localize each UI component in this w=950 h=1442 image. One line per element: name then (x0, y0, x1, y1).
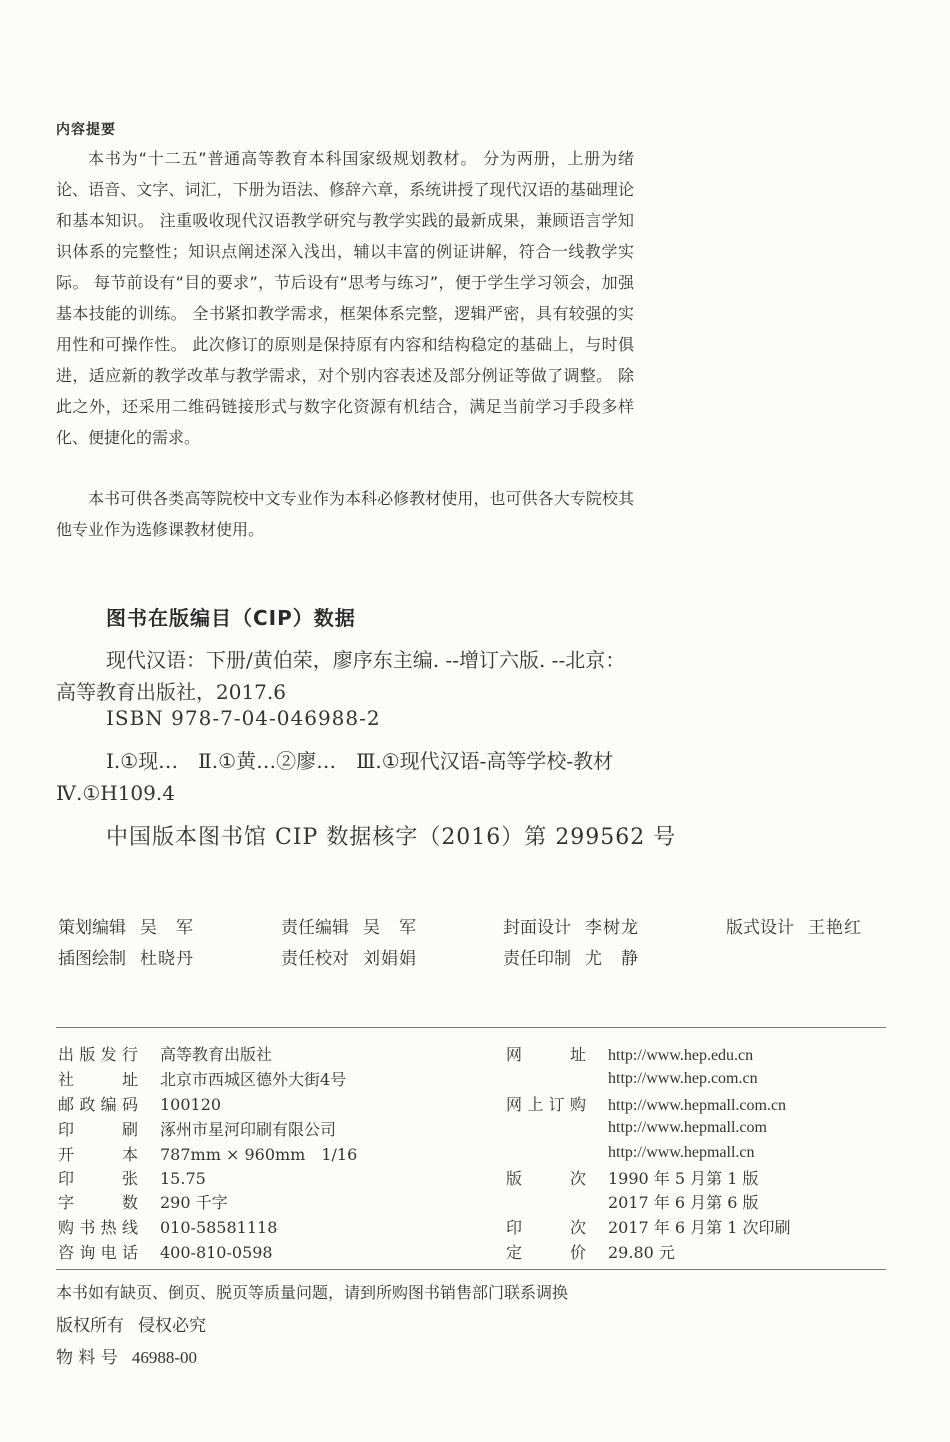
pub-label: 字 数 (58, 1193, 138, 1212)
pub-left-row (58, 1042, 272, 1065)
credit-label: 责任编辑 (281, 918, 349, 938)
pub-right-row (506, 1042, 753, 1065)
pub-right-row (506, 1142, 755, 1162)
cip-main-entry: 现代汉语：下册/黄伯荣，廖序东主编. --增订六版. --北京：高等教育出版社，2017.6 (56, 648, 626, 704)
credit-label: 封面设计 (503, 918, 571, 938)
credit-printing-manager (503, 944, 639, 969)
cip-classification: Ⅰ.①现… Ⅱ.①黄…②廖… Ⅲ.①现代汉语-高等学校-教材 Ⅳ.①H109.4 (56, 749, 634, 805)
pub-label: 购书热线 (58, 1218, 138, 1237)
pub-label: 定 价 (506, 1243, 586, 1262)
pub-right-row (506, 1166, 759, 1189)
summary-paragraph-2: 本书可供各类高等院校中文专业作为本科必修教材使用，也可供各大专院校其他专业作为选修课教材使用。 (56, 489, 634, 539)
material-number (56, 1343, 197, 1368)
credit-illustration (58, 944, 194, 969)
material-value: 46988-00 (131, 1348, 197, 1367)
pub-right-row (506, 1092, 786, 1115)
pub-value: 787mm × 960mm 1/16 (160, 1145, 358, 1164)
pub-value: 1990 年 5 月第 1 版 (608, 1169, 759, 1188)
pub-right-row (506, 1117, 767, 1137)
pub-value: 29.80 元 (608, 1243, 675, 1262)
summary-paragraph-1: 本书为“十二五”普通高等教育本科国家级规划教材。 分为两册，上册为绪论、语音、文字、词汇，下册为语法、修辞六章，系统讲授了现代汉语的基础理论和基本知识。 注重吸收现代汉语教学研究与教学实践的最新成果，兼顾语言学知识体系的完整性；知识点阐述深入浅出，辅以丰富的例证讲解，符合一线教学实际。 每节前设有“目的要求”，节后设有“思考与练习”，便于学生学习领会，加强基本技能的训练。 全书紧扣教学需求，框架体系完整，逻辑严密，具有较强的实用性和可操作性。 此次修订的原则是保持原有内容和结构稳定的基础上，与时俱进，适应新的教学改革与教学需求，对个别内容表述及部分例证等做了调整。 除此之外，还采用二维码链接形式与数字化资源有机结合，满足当前学习手段多样化、便捷化的需求。 (56, 149, 634, 447)
quality-notice: 本书如有缺页、倒页、脱页等质量问题，请到所购图书销售部门联系调换 (56, 1283, 569, 1302)
pub-value: 010-58581118 (160, 1218, 278, 1237)
pub-value: 2017 年 6 月第 1 次印刷 (608, 1218, 791, 1237)
pub-value: 290 千字 (160, 1193, 228, 1212)
credit-label: 版式设计 (726, 918, 794, 938)
pub-label: 社 址 (58, 1070, 138, 1089)
pub-left-row (58, 1067, 346, 1090)
credit-value: 尤 静 (585, 949, 639, 969)
credit-value: 吴 军 (140, 918, 194, 938)
order-link[interactable]: http://www.hepmall.com.cn (608, 1097, 787, 1114)
pub-left-row (58, 1092, 221, 1115)
cip-isbn: ISBN 978-7-04-046988-2 (106, 706, 381, 730)
pub-label: 印 张 (58, 1169, 138, 1188)
pub-label: 印 次 (506, 1218, 586, 1237)
pub-right-row (506, 1190, 759, 1213)
order-link[interactable]: http://www.hepmall.com (608, 1119, 767, 1136)
pub-right-row (506, 1215, 791, 1238)
credit-layout-design (726, 913, 862, 938)
pub-label: 开 本 (58, 1145, 138, 1164)
pub-label: 咨询电话 (58, 1243, 138, 1262)
pub-label: 出版发行 (58, 1045, 138, 1064)
pub-left-row (58, 1117, 336, 1140)
credit-proofreading (281, 944, 417, 969)
pub-label: 版 次 (506, 1169, 586, 1188)
pub-label: 网上订购 (506, 1095, 586, 1114)
order-link[interactable]: http://www.hepmall.cn (608, 1144, 755, 1161)
credit-value: 杜晓丹 (140, 949, 194, 969)
pub-left-row (58, 1166, 206, 1189)
website-link[interactable]: http://www.hep.edu.cn (608, 1047, 754, 1064)
credit-value: 吴 军 (363, 918, 417, 938)
credit-label: 插图绘制 (58, 949, 126, 969)
pub-label: 印 刷 (58, 1120, 138, 1139)
pub-label: 邮政编码 (58, 1095, 138, 1114)
pub-value: 400-810-0598 (160, 1243, 273, 1262)
pub-value: 北京市西城区德外大街4号 (160, 1070, 347, 1089)
credit-label: 责任校对 (281, 949, 349, 969)
divider-bottom (56, 1269, 886, 1270)
rights-label: 版权所有 (56, 1316, 124, 1336)
pub-left-row (58, 1142, 357, 1165)
rights-value: 侵权必究 (138, 1316, 206, 1336)
material-label: 物 料 号 (56, 1348, 118, 1368)
pub-right-row (506, 1240, 675, 1263)
pub-label: 网 址 (506, 1045, 586, 1064)
website-link[interactable]: http://www.hep.com.cn (608, 1070, 758, 1087)
pub-left-row (58, 1190, 228, 1213)
summary-heading: 内容提要 (56, 122, 116, 138)
credit-responsible-editor (281, 913, 417, 938)
credit-cover-design (503, 913, 639, 938)
pub-left-row (58, 1240, 273, 1263)
cip-check-number: 中国版本图书馆 CIP 数据核字（2016）第 299562 号 (106, 825, 677, 850)
credit-value: 刘娟娟 (363, 949, 417, 969)
credit-label: 责任印制 (503, 949, 571, 969)
pub-left-row (58, 1215, 277, 1238)
credit-value: 王艳红 (808, 918, 862, 938)
divider-top (56, 1027, 886, 1028)
pub-value: 2017 年 6 月第 6 版 (608, 1193, 759, 1212)
credit-value: 李树龙 (585, 918, 639, 938)
copyright-line (56, 1311, 206, 1336)
pub-value: 涿州市星河印刷有限公司 (160, 1120, 337, 1139)
pub-value: 高等教育出版社 (160, 1045, 273, 1064)
pub-value: 15.75 (160, 1169, 206, 1188)
credit-planning-editor (58, 913, 194, 938)
credit-label: 策划编辑 (58, 918, 126, 938)
pub-right-row (506, 1068, 758, 1088)
cip-title: 图书在版编目（CIP）数据 (106, 606, 356, 630)
pub-value: 100120 (160, 1095, 222, 1114)
